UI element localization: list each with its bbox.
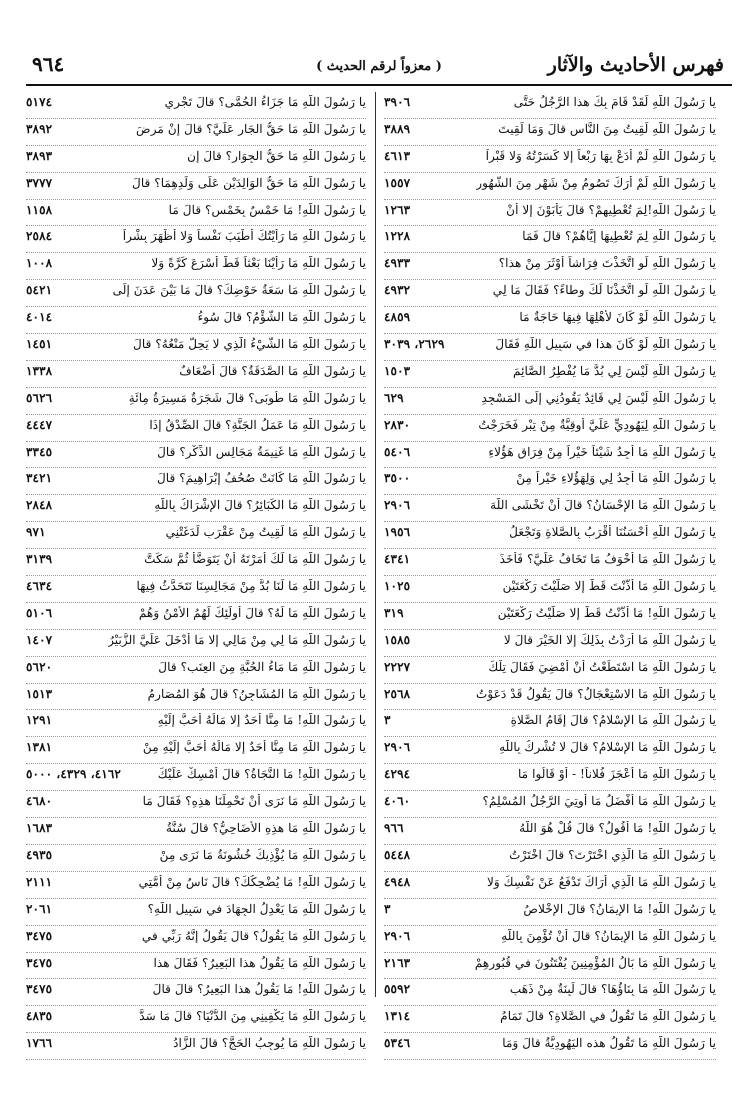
- entry-hadith-number: ٤٤٤٧: [26, 417, 53, 432]
- entry-hadith-number: ١٠٠٨: [26, 256, 53, 271]
- entry-hadith-number: ٢٩٠٦: [384, 928, 411, 943]
- index-entry: [384, 818, 716, 845]
- entry-hadith-number: ٥٤٤٨: [384, 847, 411, 862]
- entry-text: يا رَسُولَ اللَّهِ مَا يَعْدِلُ الجِهَادَ في سَبِيلِ اللَّهِ؟: [147, 901, 366, 916]
- entry-hadith-number: ١٣٨١: [26, 740, 53, 755]
- entry-text: يا رَسُولَ اللَّهِ مَا مِنَّا أَحَدٌ إِلا مَالُهُ أَحَبُّ إِلَيْهِ مِنْ: [142, 740, 366, 755]
- entry-hadith-number: ٢٥٨٤: [26, 229, 53, 244]
- entry-text: يا رَسُولَ اللَّهِ مَا مَاءُ الحُبَّةِ مِنَ العِنَبِ؟ قالَ: [158, 659, 366, 674]
- entry-hadith-number: ٣٤٧٥: [26, 982, 53, 997]
- entry-hadith-number: ٢٨٣٠: [384, 417, 411, 432]
- entry-hadith-number: ١٥١٣: [26, 686, 53, 701]
- entry-hadith-number: ١٢٦٣: [384, 202, 411, 217]
- page-header: [26, 50, 732, 86]
- entry-hadith-number: ٥٤٠٦: [384, 444, 411, 459]
- entry-hadith-number: ٢٥٦٨: [384, 686, 411, 701]
- index-entry: [384, 845, 716, 872]
- entry-text: يا رَسُولَ اللَّهِ مَا الاسْتِعْجَالُ؟ قالَ يَقُولُ قَدْ دَعَوْتُ: [475, 686, 716, 701]
- entry-hadith-number: ٢٨٤٨: [26, 498, 53, 513]
- index-entry: [384, 603, 716, 630]
- left-column: [26, 92, 366, 1060]
- index-entry: [26, 979, 366, 1006]
- entry-hadith-number: ٥٤٢١: [26, 283, 53, 298]
- index-entry: [384, 549, 716, 576]
- entry-text: يا رَسُولَ اللَّهِ! مَا يَقُولُ هذا البَعِيرُ؟ قالَ قالَ: [152, 982, 366, 997]
- entry-hadith-number: ٣٤٧٥: [26, 955, 53, 970]
- entry-text: يا رَسُولَ اللَّهِ لَقَدْ قَامَ بِكَ هذا الرَّجُلُ حَتَّى: [513, 95, 716, 109]
- entry-hadith-number: ٥٦٢٦: [26, 390, 53, 405]
- entry-text: يا رَسُولَ اللَّهِ مَا حَقُّ الجِوَارِ؟ قالَ إِنِ: [187, 148, 366, 163]
- index-entry: [384, 92, 716, 119]
- index-entry: [26, 1033, 366, 1060]
- entry-text: يا رَسُولَ اللَّهِ! مَا النَّجَاةُ؟ قالَ أَمْسِكْ عَلَيْكَ: [157, 767, 366, 782]
- entry-hadith-number: ٣٧٧٧: [26, 175, 53, 190]
- entry-hadith-number: ٤٦١٣: [384, 148, 411, 163]
- index-entry: [26, 334, 366, 361]
- index-entry: [384, 253, 716, 280]
- index-entry: [384, 710, 716, 737]
- entry-text: يا رَسُولَ اللَّهِ! مَا الإِيمَانُ؟ قالَ الإِخْلاصُ: [523, 901, 716, 916]
- index-entry: [384, 388, 716, 415]
- entry-hadith-number: ٤٠٦٠: [384, 794, 411, 809]
- entry-text: يا رَسُولَ اللَّهِ مَا أَخْوَفُ مَا تَخَافُ عَلَيَّ؟ فَأَخَذَ: [499, 552, 716, 567]
- entry-hadith-number: ٤٩٣٥: [26, 847, 53, 862]
- entry-hadith-number: ١٢٢٨: [384, 229, 411, 244]
- index-entry: [26, 764, 366, 791]
- index-entry: [26, 388, 366, 415]
- entry-text: يا رَسُولَ اللَّهِ مَا لَقِيتُ مِنْ عَقْرَبٍ لَدَغَتْنِي: [165, 525, 366, 540]
- index-entry: [26, 872, 366, 899]
- entry-hadith-number: ٤٩٣٢: [384, 283, 411, 298]
- entry-hadith-number: ٤٦٨٠: [26, 794, 53, 809]
- index-entry: [384, 522, 716, 549]
- entry-text: يا رَسُولَ اللَّهِ لَوْ كَانَ لأَهْلِهَا فِيهَا حَاجَةٌ مَا: [519, 310, 716, 325]
- index-entry: [26, 818, 366, 845]
- entry-text: يا رَسُولَ اللَّهِ مَا لَكَ أَمَرْتَهُ أَنْ يَتَوَضَّأَ ثُمَّ سَكَتَّ: [144, 552, 366, 567]
- entry-text: يا رَسُولَ اللَّهِ مَا رَأَيْتُكَ أَطْيَبَ نَفْساً وَلا أَظْهَرَ بِشْراً: [122, 229, 366, 244]
- entry-text: يا رَسُولَ اللَّهِ! مَا أَذَّنْتُ قَطُّ إِلا صَلَّيْتُ رَكْعَتَيْنِ: [497, 605, 716, 620]
- entry-text: يا رَسُولَ اللَّهِ لِيَهُودِيٍّ عَلَيَّ أُوقِيَّةٌ مِنْ تِبْرٍ فَخَرَجْتُ: [478, 417, 716, 432]
- index-entry: [384, 630, 716, 657]
- entry-text: يا رَسُولَ اللَّهِ! مَا أَقُولُ؟ قالَ قُلْ هُوَ اللَّهُ: [519, 821, 716, 836]
- entry-hadith-number: ٣١٣٩: [26, 552, 53, 567]
- entry-text: يا رَسُولَ اللَّهِ! مَا مِنَّا أَحَدٌ إِلا مَالُهُ أَحَبُّ إِلَيْهِ: [157, 713, 366, 728]
- index-entry: [26, 845, 366, 872]
- entry-hadith-number: ٥٥٩٢: [384, 982, 411, 997]
- column-separator: [375, 92, 376, 997]
- entry-text: يا رَسُولَ اللَّهِ مَا أَجِدُ لِي وَلِهَؤُلاءِ خَيْراً مِنْ: [516, 471, 716, 486]
- entry-text: يا رَسُولَ اللَّهِ مَا بَالُ المُؤْمِنِينَ يُفْتَنُونَ في قُبُورِهِمْ: [474, 955, 716, 970]
- entry-text: يا رَسُولَ اللَّهِ مَا تَقُولُ في الصَّلاةِ؟ قالَ تَمَامُ: [500, 1009, 716, 1024]
- index-entry: [384, 791, 716, 818]
- index-entry: [26, 495, 366, 522]
- entry-hadith-number: ١٢٩١: [26, 713, 53, 728]
- index-entry: [384, 926, 716, 953]
- entry-text: يا رَسُولَ اللَّهِ مَا يُوجِبُ الحَجَّ؟ قالَ الزَّادُ: [173, 1036, 366, 1051]
- entry-text: يا رَسُولَ اللَّهِ مَا الإِيمَانُ؟ قالَ أَنْ تُؤْمِنَ بِاللَّهِ: [501, 928, 716, 943]
- index-entry: [26, 953, 366, 980]
- entry-hadith-number: ٤٩٣٣: [384, 256, 411, 271]
- index-entry: [384, 899, 716, 926]
- entry-text: يا رَسُولَ اللَّهِ مَا الشَّيْءُ الَّذِي لا يَحِلُّ مَنْعُهُ؟ قالَ: [133, 337, 366, 352]
- index-entry: [26, 737, 366, 764]
- index-entry: [26, 415, 366, 442]
- entry-text: يا رَسُولَ اللَّهِ لَوْ كَانَ هذا في سَبِيلِ اللَّهِ فَقَالَ: [495, 337, 716, 352]
- index-entry: [26, 899, 366, 926]
- entry-text: يا رَسُولَ اللَّهِ! مَا خَمْسٌ بِخَمْسٍ؟ قالَ مَا: [168, 202, 366, 217]
- entry-hadith-number: ٦٢٩: [384, 390, 404, 405]
- entry-hadith-number: ٤١٦٢، ٤٣٢٩، ٥٠٠٠: [26, 767, 121, 782]
- entry-hadith-number: ١٠٢٥: [384, 579, 411, 594]
- index-entry: [384, 576, 716, 603]
- entry-hadith-number: ١٥٠٣: [384, 363, 411, 378]
- entry-text: يا رَسُولَ اللَّهِ مَا يُؤْذِيكَ خُشُونَةُ مَا نَرَى مِنْ: [159, 847, 366, 862]
- entry-text: يا رَسُولَ اللَّهِ مَا يَكْفِينِي مِنَ الدُّنْيَا؟ قالَ مَا سَدَّ: [139, 1009, 366, 1024]
- entry-hadith-number: ٢٩٠٦: [384, 498, 411, 513]
- entry-text: يا رَسُولَ اللَّهِ مَا الَّذِي أَرَاكَ تَدْفَعُ عَنْ نَفْسِكَ وَلا: [486, 874, 716, 889]
- entry-hadith-number: ٣٨٨٩: [384, 121, 411, 136]
- entry-text: يا رَسُولَ اللَّهِ مَا طُوبَى؟ قالَ شَجَرَةٌ مَسِيرَةُ مِائَةِ: [128, 390, 366, 405]
- entry-text: يا رَسُولَ اللَّهِ! مَا يُضْحِكُكَ؟ قالَ نَاسٌ مِنْ أُمَّتِي: [138, 874, 366, 889]
- entry-hadith-number: ١٤٥١: [26, 337, 53, 352]
- index-entry: [26, 92, 366, 119]
- entry-hadith-number: ١٩٥٦: [384, 525, 411, 540]
- entry-hadith-number: ٣٤٧٥: [26, 928, 53, 943]
- entry-hadith-number: ٥١٠٦: [26, 605, 53, 620]
- entry-text: يا رَسُولَ اللَّهِ لَوِ اتَّخَذْنَا لَكَ وِطاءً؟ فَقَالَ مَا لِي: [492, 283, 716, 298]
- entry-text: يا رَسُولَ اللَّهِ مَا يَقُولُ؟ قالَ يَقُولُ إِنَّهُ رَبِّي في: [141, 928, 366, 943]
- entry-text: يا رَسُولَ اللَّهِ مَا بِنَاؤُهَا؟ قالَ لَبِنَةٌ مِنْ ذَهَبٍ: [509, 982, 716, 997]
- index-entry: [384, 684, 716, 711]
- entry-hadith-number: ٢١١١: [26, 874, 53, 889]
- entry-text: يا رَسُولَ اللَّهِ مَا المُشَاجِنُ؟ قالَ هُوَ المُصَارِمُ: [147, 686, 366, 701]
- index-entry: [384, 979, 716, 1006]
- entry-hadith-number: ٩٧١: [26, 525, 46, 540]
- entry-hadith-number: ٢٦٢٩، ٣٠٣٩: [384, 337, 445, 352]
- entry-hadith-number: ٣: [384, 901, 391, 916]
- entry-hadith-number: ٢١٦٣: [384, 955, 411, 970]
- index-entry: [26, 200, 366, 227]
- index-entry: [26, 146, 366, 173]
- index-entry: [26, 307, 366, 334]
- entry-text: يا رَسُولَ اللَّهِ لَيْسَ لِي بُدٌّ مَا يُفْطِرُ الصَّائِمَ: [512, 363, 716, 378]
- entry-text: يا رَسُولَ اللَّهِ مَا عَمَلُ الجَنَّةِ؟ قالَ الصِّدْقُ إِذَا: [149, 417, 366, 432]
- index-entry: [26, 549, 366, 576]
- entry-text: يا رَسُولَ اللَّهِ مَا رَأَيْنَا بَعْثاً قَطُّ أَسْرَعَ كَرَّةً وَلا: [151, 256, 366, 271]
- index-entry: [26, 791, 366, 818]
- entry-hadith-number: ٤٨٥٩: [384, 310, 411, 325]
- header-rule: [26, 84, 732, 86]
- page-number: ٩٦٤: [32, 52, 65, 76]
- entry-hadith-number: ٥٦٢٠: [26, 659, 53, 674]
- entry-hadith-number: ١٥٨٥: [384, 632, 411, 647]
- entry-text: يا رَسُولَ اللَّهِ مَا غَنِيمَةُ مَجَالِسِ الذِّكْرِ؟ قالَ: [157, 444, 366, 459]
- entry-hadith-number: ١٥٥٧: [384, 175, 411, 190]
- entry-text: يا رَسُولَ اللَّهِ!لِمَ تُعْطِيهِمْ؟ قالَ يَأْبَوْنَ إِلا أَنْ: [506, 202, 716, 217]
- index-entry: [26, 576, 366, 603]
- index-entry: [384, 280, 716, 307]
- entry-hadith-number: ٣٥٠٠: [384, 471, 411, 486]
- index-title: فهرس الأحاديث والآثار: [547, 54, 724, 76]
- entry-hadith-number: ٢٢٢٧: [384, 659, 411, 674]
- entry-text: يا رَسُولَ اللَّهِ مَا الإِسْلامُ؟ قالَ لا تُشْرِكُ بِاللَّهِ: [499, 740, 716, 755]
- entry-hadith-number: ١٦٨٣: [26, 821, 53, 836]
- entry-text: يا رَسُولَ اللَّهِ لَمْ أَرَكَ تَصُومُ مِنْ شَهْرٍ مِنَ الشُّهُورِ: [476, 175, 716, 190]
- entry-hadith-number: ١٣٣٨: [26, 363, 53, 378]
- index-entry: [384, 307, 716, 334]
- index-entry: [384, 764, 716, 791]
- index-entry: [384, 415, 716, 442]
- entry-hadith-number: ١٤٠٧: [26, 632, 53, 647]
- index-entry: [384, 495, 716, 522]
- index-entry: [384, 200, 716, 227]
- entry-text: يا رَسُولَ اللَّهِ مَا لَنَا بُدٌّ مِنْ مَجَالِسِنَا نَتَحَدَّثُ فِيهَا: [136, 579, 366, 594]
- index-entry: [26, 280, 366, 307]
- entry-text: يا رَسُولَ اللَّهِ مَا الكَبَائِرُ؟ قالَ الإِشْرَاكُ بِاللَّهِ: [154, 498, 366, 513]
- entry-text: يا رَسُولَ اللَّهِ مَا أَعْجَزَ فُلاناً! - أَوْ قَالُوا مَا: [517, 767, 716, 782]
- entry-hadith-number: ٣٤٢١: [26, 471, 53, 486]
- entry-text: يا رَسُولَ اللَّهِ لَوِ اتَّخَذْتَ فِرَاشاً أَوْثَرَ مِنْ هذا؟: [498, 256, 716, 271]
- entry-text: يا رَسُولَ اللَّهِ مَا الشُّؤْمُ؟ قالَ سُوءُ: [197, 310, 366, 325]
- index-entry: [26, 119, 366, 146]
- entry-hadith-number: ٤٠١٤: [26, 310, 53, 325]
- index-entry: [384, 737, 716, 764]
- entry-hadith-number: ٤٣٤١: [384, 552, 411, 567]
- index-entry: [384, 226, 716, 253]
- entry-hadith-number: ٢٠٦١: [26, 901, 53, 916]
- entry-text: يا رَسُولَ اللَّهِ مَا الإِحْسَانُ؟ قالَ أَنْ تَخْشَى اللَّهَ: [490, 498, 716, 513]
- entry-hadith-number: ٣١٩: [384, 605, 404, 620]
- entry-text: يا رَسُولَ اللَّهِ مَا يَقُولُ هذا البَعِيرُ؟ فَقَالَ هذا: [153, 955, 366, 970]
- index-entry: [384, 146, 716, 173]
- entry-text: يا رَسُولَ اللَّهِ لَقِيتُ مِنَ النَّاسِ قالَ وَمَا لَقِيتَ: [498, 121, 716, 136]
- entry-text: يا رَسُولَ اللَّهِ مَا هذِهِ الأَضَاحِيُّ؟ قالَ سُنَّةُ: [166, 821, 366, 836]
- entry-text: يا رَسُولَ اللَّهِ مَا لِي مِنْ مَالِي إِلا مَا أَدْخَلَ عَلَيَّ الزُّبَيْرُ: [108, 632, 366, 647]
- entry-hadith-number: ٣٨٩٣: [26, 148, 53, 163]
- index-entry: [26, 630, 366, 657]
- entry-text: يا رَسُولَ اللَّهِ أَحْسَنُنَا أَقْرَبُ بِالصَّلاةِ وَتَجْعَلُ: [509, 525, 716, 540]
- index-entry: [26, 522, 366, 549]
- entry-text: يا رَسُولَ اللَّهِ مَا الإِسْلامُ؟ قالَ إِقَامُ الصَّلاةِ: [510, 713, 716, 728]
- entry-hadith-number: ٤٢٩٤: [384, 767, 411, 782]
- entry-text: يا رَسُولَ اللَّهِ مَا الَّذِي اخْتَرْتَ؟ قالَ اخْتَرْتُ: [509, 847, 716, 862]
- entry-text: يا رَسُولَ اللَّهِ لَمْ أَدَعْ بِهَا رَبْعاً إِلا كَسَرْتُهُ وَلا قَبْراً: [485, 148, 716, 163]
- index-entry: [26, 684, 366, 711]
- entry-hadith-number: ٣٨٩٢: [26, 121, 53, 136]
- entry-text: يا رَسُولَ اللَّهِ مَا اسْتَطَعْتُ أَنْ أَمْضِيَ فَقَالَ تِلْكَ: [488, 659, 716, 674]
- index-entry: [384, 872, 716, 899]
- index-entry: [26, 226, 366, 253]
- entry-hadith-number: ٤٨٣٥: [26, 1009, 53, 1024]
- entry-text: يا رَسُولَ اللَّهِ مَا تَقُولُ هذه اليَهُودِيَّةُ قالَ وَمَا: [502, 1036, 716, 1051]
- index-entry: [384, 334, 716, 361]
- entry-text: يا رَسُولَ اللَّهِ لِمَ تُعْطِيهَا إِيَّاهُمْ؟ قالَ فَمَا: [522, 229, 716, 244]
- entry-hadith-number: ١١٥٨: [26, 202, 53, 217]
- index-entry: [26, 173, 366, 200]
- index-entry: [26, 253, 366, 280]
- index-entry: [384, 953, 716, 980]
- entry-hadith-number: ٥١٧٤: [26, 95, 53, 109]
- index-entry: [26, 442, 366, 469]
- index-entry: [26, 468, 366, 495]
- entry-hadith-number: ٤٦٣٤: [26, 579, 53, 594]
- entry-hadith-number: ٢٩٠٦: [384, 740, 411, 755]
- index-entry: [384, 1033, 716, 1060]
- index-entry: [384, 1006, 716, 1033]
- entry-text: يا رَسُولَ اللَّهِ مَا لَهُ؟ قالَ أُولَئِكَ لَهُمُ الأَمْنُ وَهُمْ: [138, 605, 366, 620]
- entry-hadith-number: ٣: [384, 713, 391, 728]
- index-entry: [26, 926, 366, 953]
- entry-text: يا رَسُولَ اللَّهِ لَيْسَ لِي قَائِدٌ يَقُودُنِي إِلَى المَسْجِدِ: [481, 390, 716, 405]
- index-entry: [384, 442, 716, 469]
- index-entry: [384, 119, 716, 146]
- entry-hadith-number: ٣٩٠٦: [384, 95, 411, 109]
- index-entry: [384, 657, 716, 684]
- entry-hadith-number: ٥٣٤٦: [384, 1036, 411, 1051]
- entry-text: يا رَسُولَ اللَّهِ مَا الصَّدَقَةُ؟ قالَ أَضْعَافٌ: [179, 363, 366, 378]
- index-entry: [384, 361, 716, 388]
- entry-text: يا رَسُولَ اللَّهِ مَا أَفْضَلُ مَا أُوتِيَ الرَّجُلُ المُسْلِمُ؟: [482, 794, 716, 809]
- index-entry: [26, 1006, 366, 1033]
- entry-text: يا رَسُولَ اللَّهِ مَا جَزَاءُ الحُمَّى؟ قالَ تَجْرِي: [164, 95, 366, 109]
- entry-text: يا رَسُولَ اللَّهِ مَا أَرَدْتُ بِذَلِكَ إِلا الخَيْرَ قالَ لا: [503, 632, 716, 647]
- entry-text: يا رَسُولَ اللَّهِ مَا حَقُّ الوَالِدَيْنِ عَلَى وَلَدِهِمَا؟ قالَ: [131, 175, 366, 190]
- entry-hadith-number: ٩٦٦: [384, 821, 404, 836]
- entry-text: يا رَسُولَ اللَّهِ مَا سَعَةُ حَوْضِكَ؟ قالَ مَا بَيْنَ عَدَنَ إِلَى: [112, 283, 366, 298]
- entry-hadith-number: ٣٣٤٥: [26, 444, 53, 459]
- entry-text: يا رَسُولَ اللَّهِ مَا حَقُّ الجَارِ عَلَيَّ؟ قالَ إِنْ مَرِضَ: [135, 121, 366, 136]
- entry-hadith-number: ٤٩٤٨: [384, 874, 411, 889]
- index-entry: [384, 173, 716, 200]
- index-entry: [26, 603, 366, 630]
- entry-text: يا رَسُولَ اللَّهِ مَا نَرَى أَنْ تَحْمِلَنَا هذِهِ؟ فَقَالَ مَا: [142, 794, 366, 809]
- index-entry: [26, 361, 366, 388]
- right-column: [384, 92, 716, 1060]
- index-entry: [26, 710, 366, 737]
- entry-hadith-number: ١٣١٤: [384, 1009, 411, 1024]
- entry-text: يا رَسُولَ اللَّهِ مَا أَجِدُ شَيْئاً خَيْراً مِنْ فِرَاقِ هَؤُلاءِ: [488, 444, 716, 459]
- index-entry: [26, 657, 366, 684]
- index-subtitle: ( معزواً لرقم الحديث ): [316, 59, 442, 74]
- index-entry: [384, 468, 716, 495]
- entry-text: يا رَسُولَ اللَّهِ مَا أَذَّنْتَ قَطُّ إِلا صَلَّيْتَ رَكْعَتَيْنِ: [502, 579, 716, 594]
- entry-text: يا رَسُولَ اللَّهِ مَا كَانَتْ صُحُفُ إِبْرَاهِيمَ؟ قالَ: [156, 471, 366, 486]
- entry-hadith-number: ١٧٦٦: [26, 1036, 53, 1051]
